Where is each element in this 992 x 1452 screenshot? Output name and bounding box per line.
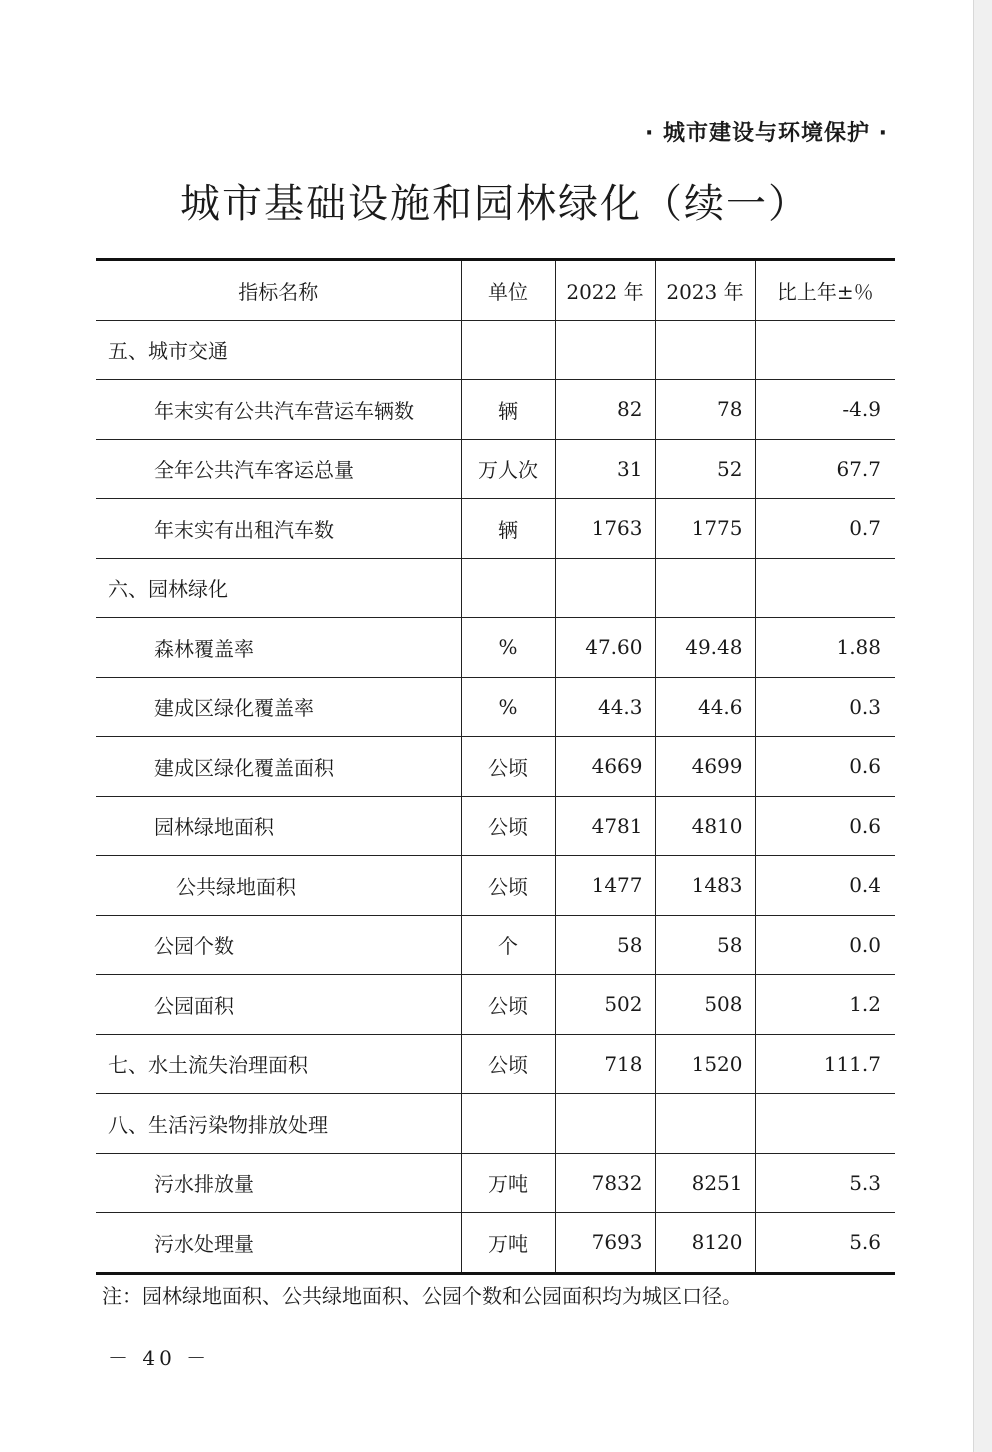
row-unit: 个: [461, 915, 555, 975]
row-name: 七、水土流失治理面积: [96, 1034, 461, 1094]
row-name: 年末实有出租汽车数: [96, 499, 461, 559]
row-value-2023: 52: [655, 439, 755, 499]
page-edge-strip: [973, 0, 992, 1452]
row-name: 年末实有公共汽车营运车辆数: [96, 380, 461, 440]
row-name: 建成区绿化覆盖率: [96, 677, 461, 737]
row-value-2023: 58: [655, 915, 755, 975]
row-unit: 公顷: [461, 856, 555, 916]
row-value-2022: 31: [555, 439, 655, 499]
row-value-2022: [555, 1094, 655, 1154]
row-change: 0.6: [755, 737, 895, 797]
row-change: 0.4: [755, 856, 895, 916]
row-unit: 辆: [461, 380, 555, 440]
row-value-2022: 44.3: [555, 677, 655, 737]
table-row-section-landscaping: [96, 558, 895, 618]
row-unit: [461, 320, 555, 380]
row-value-2023: 4810: [655, 796, 755, 856]
row-value-2022: 1477: [555, 856, 655, 916]
section-header: · 城市建设与环境保护 ·: [644, 121, 888, 146]
row-value-2023: 508: [655, 975, 755, 1035]
row-value-2023: 44.6: [655, 677, 755, 737]
page-number: － 40 －: [108, 1346, 211, 1370]
row-value-2022: 58: [555, 915, 655, 975]
page-title: 城市基础设施和园林绿化（续一）: [180, 181, 810, 227]
row-name: 八、生活污染物排放处理: [96, 1094, 461, 1154]
row-value-2023: [655, 558, 755, 618]
table-row: [96, 796, 895, 856]
row-change: [755, 558, 895, 618]
header-unit: 单位: [461, 260, 555, 321]
row-value-2023: 8251: [655, 1153, 755, 1213]
row-name: 五、城市交通: [96, 320, 461, 380]
row-name: 污水排放量: [96, 1153, 461, 1213]
row-change: 67.7: [755, 439, 895, 499]
row-value-2023: 1775: [655, 499, 755, 559]
row-name: 公园面积: [96, 975, 461, 1035]
table-row: [96, 975, 895, 1035]
row-name: 污水处理量: [96, 1213, 461, 1274]
header-change-percent: 比上年±％: [755, 260, 895, 321]
row-unit: 公顷: [461, 796, 555, 856]
row-change: 5.3: [755, 1153, 895, 1213]
table-row: [96, 499, 895, 559]
row-unit: 辆: [461, 499, 555, 559]
table-row: [96, 915, 895, 975]
row-unit: %: [461, 618, 555, 678]
row-change: 111.7: [755, 1034, 895, 1094]
header-year-2022: 2022 年: [555, 260, 655, 321]
row-value-2023: 8120: [655, 1213, 755, 1274]
row-value-2023: [655, 1094, 755, 1154]
row-change: 1.88: [755, 618, 895, 678]
row-change: 0.0: [755, 915, 895, 975]
row-change: 1.2: [755, 975, 895, 1035]
row-change: -4.9: [755, 380, 895, 440]
table-row: [96, 856, 895, 916]
header-year-2023: 2023 年: [655, 260, 755, 321]
row-value-2022: 7832: [555, 1153, 655, 1213]
table-row: [96, 1213, 895, 1274]
row-unit: 万人次: [461, 439, 555, 499]
row-name: 公园个数: [96, 915, 461, 975]
table-row-section-pollutant-treatment: [96, 1094, 895, 1154]
row-change: 5.6: [755, 1213, 895, 1274]
row-value-2022: [555, 558, 655, 618]
row-change: 0.7: [755, 499, 895, 559]
row-name: 园林绿地面积: [96, 796, 461, 856]
row-change: 0.3: [755, 677, 895, 737]
row-value-2023: 49.48: [655, 618, 755, 678]
table-row-section-urban-transport: [96, 320, 895, 380]
row-unit: [461, 558, 555, 618]
row-value-2023: 1520: [655, 1034, 755, 1094]
table-row: [96, 618, 895, 678]
table-row: [96, 737, 895, 797]
row-unit: 公顷: [461, 737, 555, 797]
statistics-table: [96, 258, 895, 1275]
row-value-2022: 4669: [555, 737, 655, 797]
row-change: [755, 1094, 895, 1154]
row-value-2022: 502: [555, 975, 655, 1035]
row-unit: 公顷: [461, 1034, 555, 1094]
table-footnote: 注：园林绿地面积、公共绿地面积、公园个数和公园面积均为城区口径。: [102, 1284, 742, 1308]
table-row: [96, 677, 895, 737]
row-value-2022: 7693: [555, 1213, 655, 1274]
row-value-2022: 82: [555, 380, 655, 440]
table-row: [96, 1153, 895, 1213]
row-name: 公共绿地面积: [96, 856, 461, 916]
table-row: [96, 380, 895, 440]
row-value-2022: 1763: [555, 499, 655, 559]
row-name: 六、园林绿化: [96, 558, 461, 618]
row-value-2022: 718: [555, 1034, 655, 1094]
table-row-section-soil-erosion: [96, 1034, 895, 1094]
row-name: 森林覆盖率: [96, 618, 461, 678]
row-change: 0.6: [755, 796, 895, 856]
row-unit: 公顷: [461, 975, 555, 1035]
row-value-2023: 1483: [655, 856, 755, 916]
table-row: [96, 439, 895, 499]
row-value-2023: 78: [655, 380, 755, 440]
row-value-2022: 47.60: [555, 618, 655, 678]
row-value-2023: [655, 320, 755, 380]
row-unit: %: [461, 677, 555, 737]
row-value-2023: 4699: [655, 737, 755, 797]
row-unit: 万吨: [461, 1153, 555, 1213]
table-header-row: [96, 260, 895, 321]
row-unit: 万吨: [461, 1213, 555, 1274]
row-name: 全年公共汽车客运总量: [96, 439, 461, 499]
row-name: 建成区绿化覆盖面积: [96, 737, 461, 797]
row-value-2022: [555, 320, 655, 380]
row-value-2022: 4781: [555, 796, 655, 856]
header-indicator-name: 指标名称: [238, 279, 319, 304]
row-change: [755, 320, 895, 380]
row-unit: [461, 1094, 555, 1154]
